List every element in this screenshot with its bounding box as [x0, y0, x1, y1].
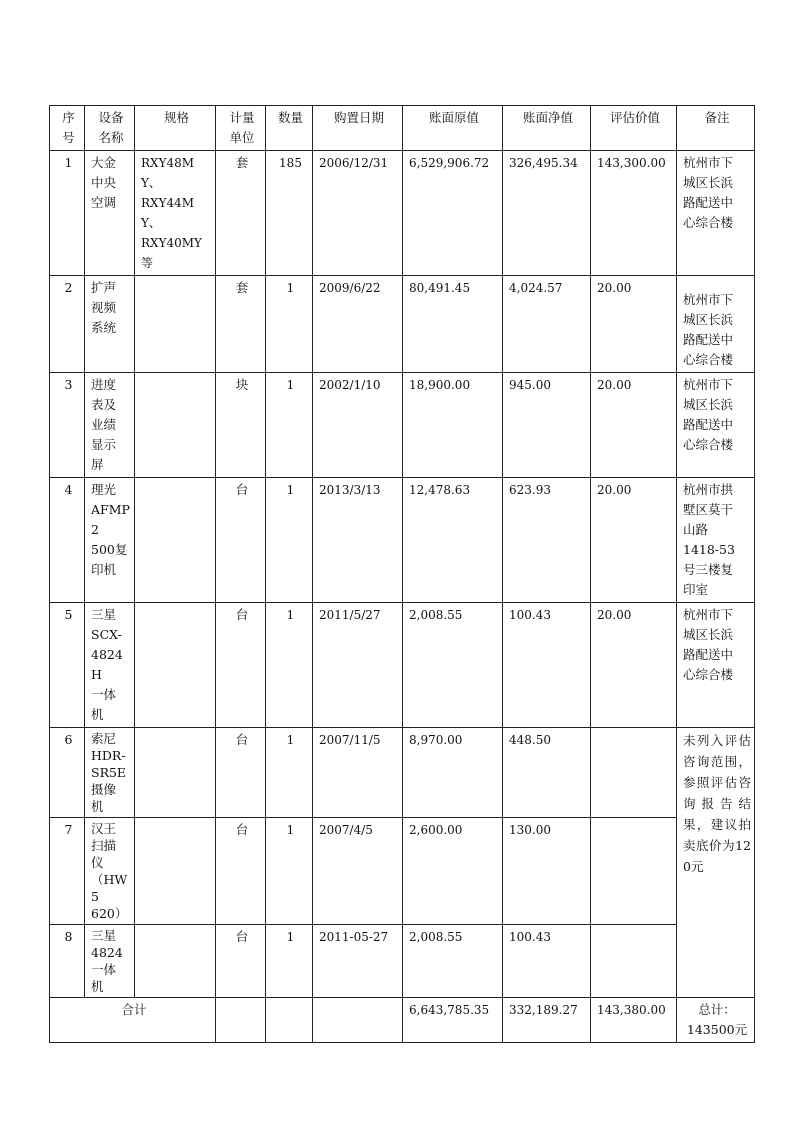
cell-book-original: 8,970.00 [403, 728, 503, 818]
cell-spec [135, 478, 216, 603]
cell-date: 2009/6/22 [313, 276, 403, 373]
cell-book-original: 80,491.45 [403, 276, 503, 373]
cell-valuation [591, 925, 677, 998]
cell-name: 索尼 HDR- SR5E 摄像 机 [85, 728, 135, 818]
header-date: 购置日期 [313, 106, 403, 151]
cell-qty: 1 [266, 728, 313, 818]
cell-spec [135, 373, 216, 478]
cell-unit: 块 [216, 373, 266, 478]
cell-seq: 1 [50, 151, 85, 276]
asset-table [49, 105, 755, 1043]
cell-book-net: 623.93 [503, 478, 591, 603]
header-valuation: 评估价值 [591, 106, 677, 151]
cell-name: 三星 SCX- 4824H 一体 机 [85, 603, 135, 728]
cell-spec [135, 925, 216, 998]
header-book-net: 账面净值 [503, 106, 591, 151]
cell-book-original: 12,478.63 [403, 478, 503, 603]
total-valuation: 143,380.00 [591, 998, 677, 1043]
cell-book-original: 2,008.55 [403, 925, 503, 998]
cell-unit: 台 [216, 728, 266, 818]
total-unit-cell [216, 998, 266, 1043]
cell-remark: 杭州市下 城区长浜 路配送中 心综合楼 [677, 151, 755, 276]
cell-spec [135, 276, 216, 373]
cell-book-original: 18,900.00 [403, 373, 503, 478]
cell-unit: 套 [216, 151, 266, 276]
cell-book-net: 100.43 [503, 925, 591, 998]
cell-valuation: 20.00 [591, 603, 677, 728]
cell-book-net: 326,495.34 [503, 151, 591, 276]
cell-date: 2011-05-27 [313, 925, 403, 998]
table-row [50, 373, 755, 478]
cell-name: 汉王 扫描 仪 （HW5 620） [85, 818, 135, 925]
cell-seq: 4 [50, 478, 85, 603]
header-qty: 数量 [266, 106, 313, 151]
cell-remark: 杭州市下 城区长浜 路配送中 心综合楼 [677, 373, 755, 478]
cell-unit: 台 [216, 478, 266, 603]
cell-date: 2007/11/5 [313, 728, 403, 818]
cell-book-net: 448.50 [503, 728, 591, 818]
cell-date: 2007/4/5 [313, 818, 403, 925]
cell-date: 2006/12/31 [313, 151, 403, 276]
cell-book-original: 2,600.00 [403, 818, 503, 925]
table-row [50, 478, 755, 603]
cell-date: 2011/5/27 [313, 603, 403, 728]
cell-name: 理光 AFMP2 500复 印机 [85, 478, 135, 603]
cell-name: 进度 表及 业绩 显示 屏 [85, 373, 135, 478]
cell-book-original: 2,008.55 [403, 603, 503, 728]
cell-date: 2002/1/10 [313, 373, 403, 478]
cell-name: 扩声 视频 系统 [85, 276, 135, 373]
cell-remark: 杭州市下 城区长浜 路配送中 心综合楼 [677, 603, 755, 728]
cell-name: 三星 4824 一体 机 [85, 925, 135, 998]
cell-book-net: 130.00 [503, 818, 591, 925]
cell-valuation: 143,300.00 [591, 151, 677, 276]
table-row [50, 818, 755, 925]
cell-valuation [591, 728, 677, 818]
cell-valuation [591, 818, 677, 925]
cell-spec [135, 728, 216, 818]
total-remark: 总计： 143500元 [677, 998, 755, 1043]
cell-seq: 2 [50, 276, 85, 373]
header-book-original: 账面原值 [403, 106, 503, 151]
cell-valuation: 20.00 [591, 276, 677, 373]
table-row [50, 276, 755, 373]
cell-remark: 杭州市拱 墅区莫干 山路 1418-53 号三楼复 印室 [677, 478, 755, 603]
cell-unit: 台 [216, 925, 266, 998]
cell-seq: 8 [50, 925, 85, 998]
cell-spec: RXY48MY、 RXY44MY、 RXY40MY等 [135, 151, 216, 276]
cell-qty: 1 [266, 818, 313, 925]
total-label: 合计 [50, 998, 216, 1043]
total-qty-cell [266, 998, 313, 1043]
cell-book-net: 945.00 [503, 373, 591, 478]
cell-name: 大金 中央 空调 [85, 151, 135, 276]
table-row [50, 728, 755, 818]
total-book-original: 6,643,785.35 [403, 998, 503, 1043]
cell-book-net: 4,024.57 [503, 276, 591, 373]
cell-date: 2013/3/13 [313, 478, 403, 603]
cell-seq: 6 [50, 728, 85, 818]
table-row [50, 603, 755, 728]
cell-spec [135, 818, 216, 925]
header-seq: 序 号 [50, 106, 85, 151]
cell-seq: 5 [50, 603, 85, 728]
header-spec: 规格 [135, 106, 216, 151]
cell-qty: 1 [266, 478, 313, 603]
cell-unit: 台 [216, 818, 266, 925]
cell-book-original: 6,529,906.72 [403, 151, 503, 276]
cell-unit: 台 [216, 603, 266, 728]
table-header-row [50, 106, 755, 151]
cell-qty: 1 [266, 603, 313, 728]
cell-remark: 杭州市下 城区长浜 路配送中 心综合楼 [677, 276, 755, 373]
cell-valuation: 20.00 [591, 478, 677, 603]
cell-unit: 套 [216, 276, 266, 373]
total-date-cell [313, 998, 403, 1043]
table-row [50, 151, 755, 276]
cell-seq: 3 [50, 373, 85, 478]
cell-seq: 7 [50, 818, 85, 925]
cell-spec [135, 603, 216, 728]
header-unit: 计量 单位 [216, 106, 266, 151]
total-row [50, 998, 755, 1043]
cell-qty: 1 [266, 373, 313, 478]
header-name: 设备 名称 [85, 106, 135, 151]
cell-qty: 185 [266, 151, 313, 276]
header-remark: 备注 [677, 106, 755, 151]
cell-valuation: 20.00 [591, 373, 677, 478]
table-row [50, 925, 755, 998]
merged-remark: 未列入评估咨询范围，参照评估咨询报告结果，建议拍卖底价为120元 [677, 728, 755, 998]
total-book-net: 332,189.27 [503, 998, 591, 1043]
cell-qty: 1 [266, 925, 313, 998]
cell-book-net: 100.43 [503, 603, 591, 728]
cell-qty: 1 [266, 276, 313, 373]
